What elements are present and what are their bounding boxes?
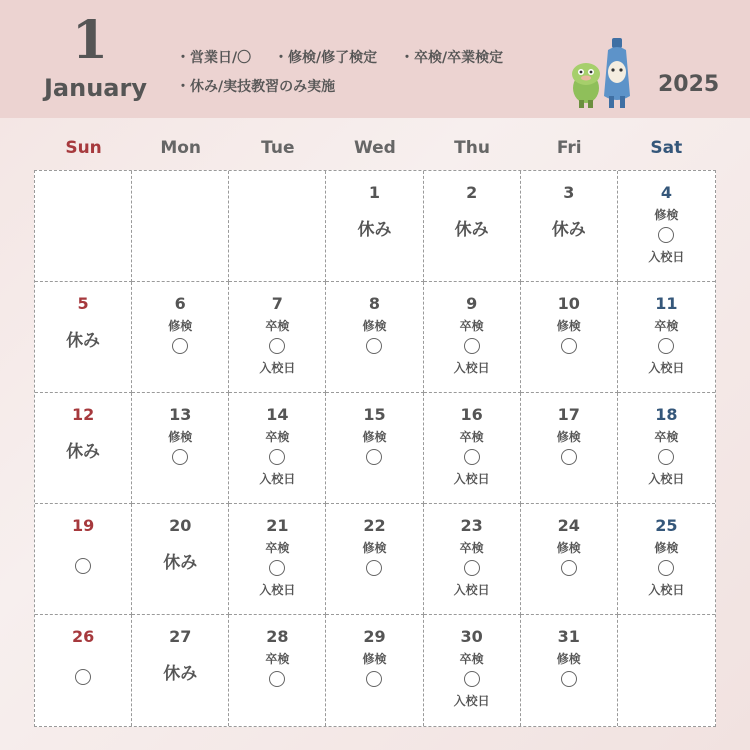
- calendar-header: [0, 0, 750, 118]
- mascot-characters-icon: [564, 36, 644, 114]
- legend-shuken: ・修検/修了検定: [274, 50, 378, 66]
- weekday-fri: Fri: [556, 138, 582, 158]
- business-day-circle-icon: [658, 449, 674, 465]
- holiday-label: 休み: [66, 331, 101, 351]
- day-number: 20: [169, 516, 192, 535]
- calendar-day-cell: [35, 282, 132, 393]
- exam-type-label: 卒検: [459, 430, 484, 444]
- day-number: 1: [368, 183, 381, 202]
- exam-type-label: 修検: [168, 319, 193, 333]
- calendar-day-cell: [618, 171, 715, 282]
- day-number: 25: [655, 516, 678, 535]
- business-day-circle-icon: [75, 669, 91, 685]
- holiday-label: 休み: [66, 442, 101, 462]
- month-number: 1: [71, 10, 109, 71]
- weekday-sun: Sun: [65, 138, 102, 158]
- enrollment-day-label: 入校日: [259, 583, 296, 597]
- enrollment-day-label: 入校日: [648, 250, 685, 264]
- calendar-grid: [34, 170, 716, 727]
- day-number: 16: [460, 405, 483, 424]
- calendar-day-cell: [521, 504, 618, 615]
- calendar-day-cell: [35, 393, 132, 504]
- business-day-circle-icon: [75, 558, 91, 574]
- calendar-day-cell: [521, 282, 618, 393]
- calendar-day-cell: [521, 171, 618, 282]
- calendar-day-cell: [229, 393, 326, 504]
- exam-type-label: 卒検: [459, 541, 484, 555]
- calendar-day-cell: [424, 282, 521, 393]
- day-number: 2: [466, 183, 478, 202]
- business-day-circle-icon: [366, 560, 382, 576]
- calendar-day-cell: [521, 393, 618, 504]
- exam-type-label: 卒検: [654, 319, 679, 333]
- enrollment-day-label: 入校日: [648, 361, 685, 375]
- weekday-sat: Sat: [650, 138, 683, 158]
- calendar-day-cell: [229, 282, 326, 393]
- exam-type-label: 修検: [168, 430, 193, 444]
- weekday-tue: Tue: [261, 138, 295, 158]
- enrollment-day-label: 入校日: [648, 472, 685, 486]
- business-day-circle-icon: [269, 449, 285, 465]
- enrollment-day-label: 入校日: [648, 583, 685, 597]
- weekday-header-row: [35, 138, 715, 158]
- business-day-circle-icon: [366, 338, 382, 354]
- day-number: 5: [77, 294, 89, 313]
- exam-type-label: 卒検: [459, 652, 484, 666]
- business-day-circle-icon: [464, 560, 480, 576]
- calendar-day-cell: [35, 615, 132, 726]
- day-number: 18: [655, 405, 678, 424]
- business-day-circle-icon: [658, 560, 674, 576]
- day-number: 23: [460, 516, 483, 535]
- enrollment-day-label: 入校日: [453, 472, 490, 486]
- day-number: 19: [71, 516, 95, 535]
- exam-type-label: 卒検: [265, 319, 290, 333]
- day-number: 9: [466, 294, 478, 313]
- business-day-circle-icon: [658, 227, 674, 243]
- day-number: 28: [266, 627, 289, 646]
- day-number: 27: [169, 627, 192, 646]
- calendar-day-cell: [326, 393, 423, 504]
- calendar-day-cell: [326, 171, 423, 282]
- day-number: 8: [368, 294, 381, 313]
- day-number: 14: [266, 405, 289, 424]
- enrollment-day-label: 入校日: [453, 694, 490, 708]
- exam-type-label: 卒検: [265, 652, 290, 666]
- day-number: 30: [460, 627, 483, 646]
- holiday-label: 休み: [163, 664, 198, 684]
- holiday-label: 休み: [551, 220, 586, 240]
- exam-type-label: 修検: [654, 208, 679, 222]
- calendar-day-cell: [35, 504, 132, 615]
- calendar-day-cell: [618, 504, 715, 615]
- exam-type-label: 修検: [556, 319, 581, 333]
- day-number: 26: [71, 627, 95, 646]
- weekday-thu: Thu: [454, 138, 490, 158]
- day-number: 12: [71, 405, 95, 424]
- business-day-circle-icon: [269, 671, 285, 687]
- business-day-circle-icon: [269, 338, 285, 354]
- calendar-day-cell: [424, 171, 521, 282]
- exam-type-label: 修検: [556, 541, 581, 555]
- holiday-label: 休み: [454, 220, 489, 240]
- calendar-empty-cell: [229, 171, 326, 282]
- calendar-empty-cell: [132, 171, 229, 282]
- calendar-day-cell: [424, 393, 521, 504]
- calendar-day-cell: [132, 393, 229, 504]
- enrollment-day-label: 入校日: [453, 361, 490, 375]
- legend-row-1: [176, 47, 521, 67]
- exam-type-label: 卒検: [265, 541, 290, 555]
- exam-type-label: 修検: [362, 652, 387, 666]
- holiday-label: 休み: [163, 553, 198, 573]
- calendar-day-cell: [618, 282, 715, 393]
- day-number: 11: [655, 294, 678, 313]
- calendar-empty-cell: [35, 171, 132, 282]
- exam-type-label: 修検: [362, 541, 387, 555]
- exam-type-label: 修検: [556, 430, 581, 444]
- calendar-day-cell: [132, 282, 229, 393]
- holiday-label: 休み: [357, 220, 392, 240]
- legend-row-2: [176, 76, 353, 96]
- day-number: 3: [563, 183, 575, 202]
- business-day-circle-icon: [464, 338, 480, 354]
- legend-holiday: ・休み/実技教習のみ実施: [176, 79, 336, 95]
- calendar-day-cell: [326, 615, 423, 726]
- legend-business-day: ・営業日/〇: [176, 50, 252, 66]
- business-day-circle-icon: [561, 560, 577, 576]
- day-number: 13: [169, 405, 192, 424]
- day-number: 31: [557, 627, 580, 646]
- day-number: 17: [557, 405, 580, 424]
- day-number: 6: [174, 294, 186, 313]
- business-day-circle-icon: [658, 338, 674, 354]
- enrollment-day-label: 入校日: [259, 361, 296, 375]
- year-label: 2025: [658, 72, 720, 97]
- calendar-day-cell: [132, 504, 229, 615]
- day-number: 21: [266, 516, 289, 535]
- business-day-circle-icon: [561, 671, 577, 687]
- enrollment-day-label: 入校日: [259, 472, 296, 486]
- business-day-circle-icon: [464, 671, 480, 687]
- day-number: 7: [271, 294, 283, 313]
- day-number: 24: [557, 516, 580, 535]
- day-number: 22: [363, 516, 386, 535]
- business-day-circle-icon: [172, 449, 188, 465]
- calendar-day-cell: [229, 615, 326, 726]
- calendar-day-cell: [326, 504, 423, 615]
- day-number: 4: [660, 183, 672, 202]
- business-day-circle-icon: [561, 449, 577, 465]
- business-day-circle-icon: [561, 338, 577, 354]
- business-day-circle-icon: [366, 449, 382, 465]
- calendar-day-cell: [326, 282, 423, 393]
- calendar-day-cell: [618, 393, 715, 504]
- day-number: 29: [363, 627, 386, 646]
- business-day-circle-icon: [464, 449, 480, 465]
- business-day-circle-icon: [172, 338, 188, 354]
- day-number: 10: [557, 294, 580, 313]
- business-day-circle-icon: [269, 560, 285, 576]
- exam-type-label: 修検: [362, 319, 387, 333]
- calendar-day-cell: [132, 615, 229, 726]
- weekday-wed: Wed: [354, 138, 396, 158]
- exam-type-label: 卒検: [654, 430, 679, 444]
- exam-type-label: 修検: [362, 430, 387, 444]
- calendar-empty-cell: [618, 615, 715, 726]
- enrollment-day-label: 入校日: [453, 583, 490, 597]
- calendar-day-cell: [229, 504, 326, 615]
- business-day-circle-icon: [366, 671, 382, 687]
- exam-type-label: 卒検: [459, 319, 484, 333]
- legend-sotsuken: ・卒検/卒業検定: [400, 50, 504, 66]
- exam-type-label: 修検: [556, 652, 581, 666]
- exam-type-label: 卒検: [265, 430, 290, 444]
- day-number: 15: [363, 405, 386, 424]
- exam-type-label: 修検: [654, 541, 679, 555]
- calendar-day-cell: [424, 615, 521, 726]
- weekday-mon: Mon: [160, 138, 202, 158]
- calendar-day-cell: [424, 504, 521, 615]
- calendar-day-cell: [521, 615, 618, 726]
- month-name: January: [44, 74, 147, 102]
